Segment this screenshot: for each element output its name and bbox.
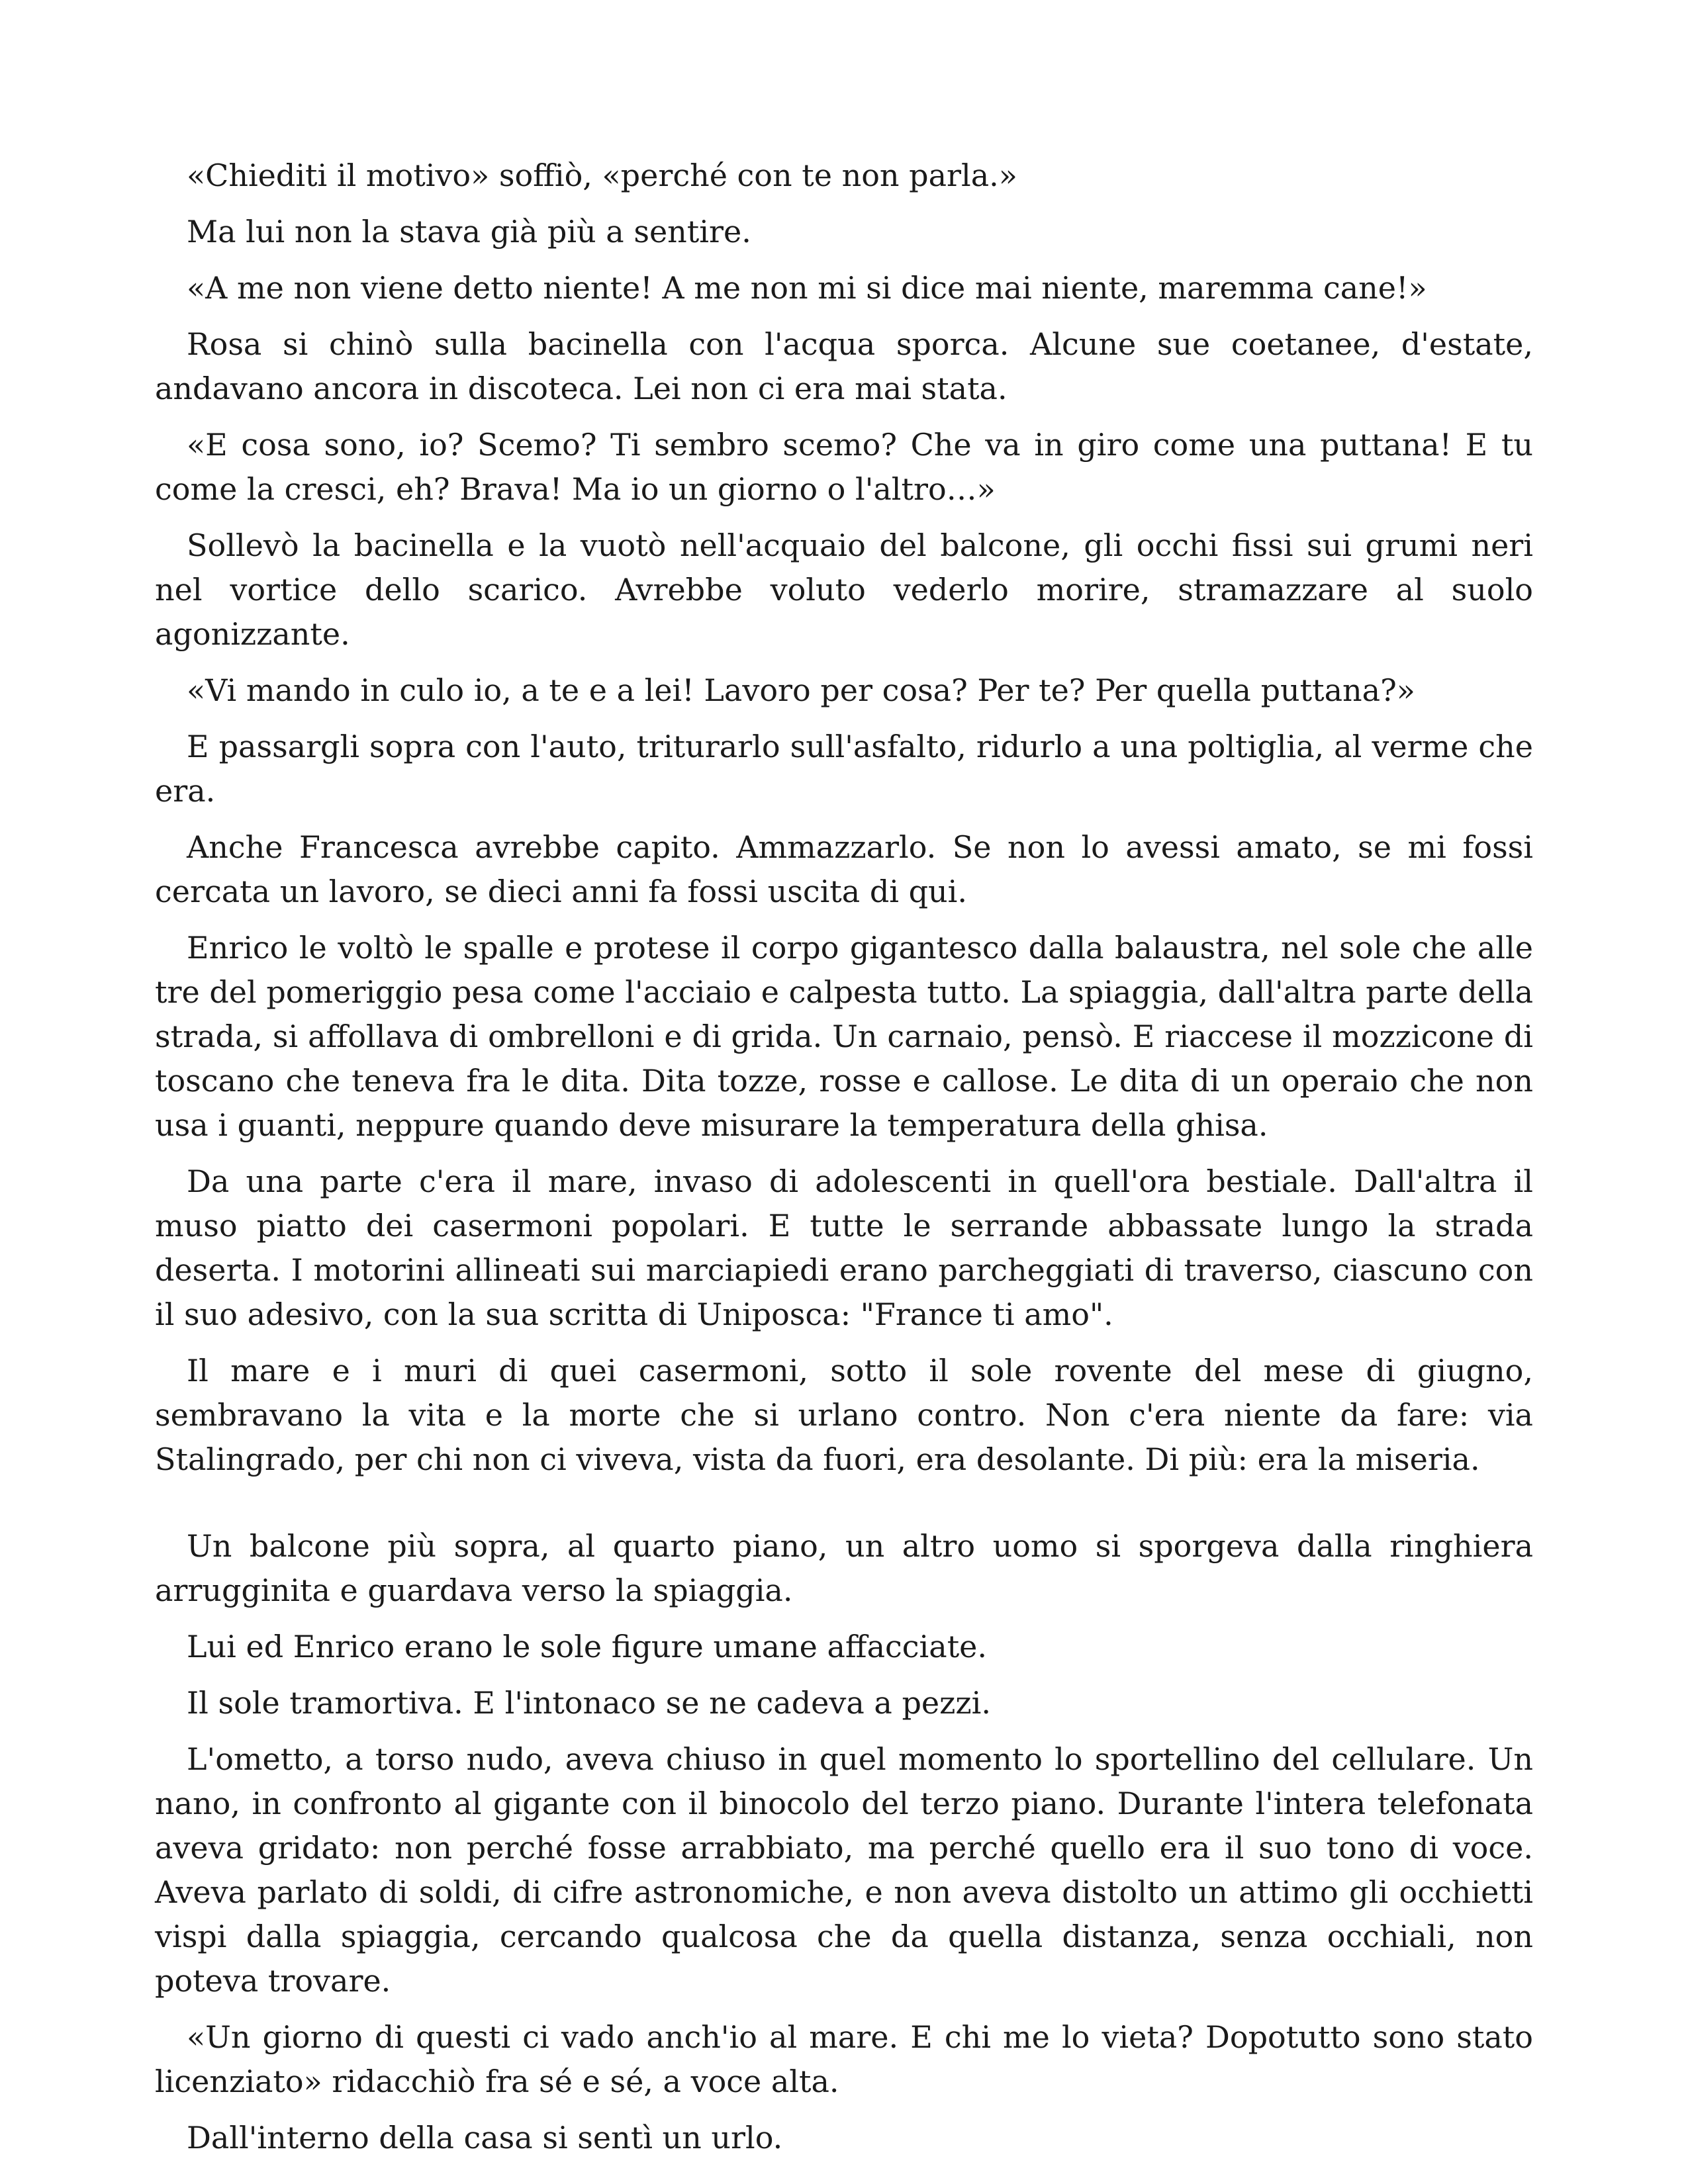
paragraph: Il sole tramortiva. E l'intonaco se ne cadeva a pezzi. (187, 1685, 991, 1721)
paragraph: Da una parte c'era il mare, invaso di adolescenti in quell'ora bestiale. Dall'altra il muso piatto dei casermoni popolari. E tutte le serrande abbassate lungo la strada deserta. I motorini allineati sui marciapiedi erano parcheggiati di traverso, ciascuno con il suo adesivo, con la sua scritta di Uniposca: "France ti amo". (155, 1163, 1533, 1332)
paragraph: Rosa si chinò sulla bacinella con l'acqua sporca. Alcune sue coetanee, d'estate, andavano ancora in discoteca. Lei non ci era mai stata. (155, 326, 1533, 406)
paragraph: «Un giorno di questi ci vado anch'io al mare. E chi me lo vieta? Dopotutto sono stato licenziato» ridacchiò fra sé e sé, a voce alta. (155, 2019, 1533, 2099)
paragraph: L'ometto, a torso nudo, aveva chiuso in quel momento lo sportellino del cellulare. Un nano, in confronto al gigante con il binocolo del terzo piano. Durante l'intera telefonata aveva gridato: non perché fosse arrabbiato, ma perché quello era il suo tono di voce. Aveva parlato di soldi, di cifre astronomiche, e non aveva distolto un attimo gli occhietti vispi dalla spiaggia, cercando qualcosa che da quella distanza, senza occhiali, non poteva trovare. (155, 1741, 1533, 1999)
paragraph: Lui ed Enrico erano le sole figure umane affacciate. (187, 1629, 988, 1664)
section-break (155, 1494, 1533, 1524)
paragraph: Un balcone più sopra, al quarto piano, un altro uomo si sporgeva dalla ringhiera arrugginita e guardava verso la spiaggia. (155, 1528, 1533, 1608)
paragraph: Sollevò la bacinella e la vuotò nell'acquaio del balcone, gli occhi fissi sui grumi neri nel vortice dello scarico. Avrebbe voluto vederlo morire, stramazzare al suolo agonizzante. (155, 527, 1533, 652)
paragraph: «A me non viene detto niente! A me non mi si dice mai niente, maremma cane!» (187, 270, 1427, 306)
paragraph: «Vi mando in culo io, a te e a lei! Lavoro per cosa? Per te? Per quella puttana?» (187, 672, 1415, 708)
paragraph: Il mare e i muri di quei casermoni, sotto il sole rovente del mese di giugno, sembravano la vita e la morte che si urlano contro. Non c'era niente da fare: via Stalingrado, per chi non ci viveva, vista da fuori, era desolante. Di più: era la miseria. (155, 1353, 1533, 1477)
paragraph: Dall'interno della casa si sentì un urlo. (187, 2120, 783, 2156)
paragraph: Ma lui non la stava già più a sentire. (187, 214, 751, 250)
paragraph: «E cosa sono, io? Scemo? Ti sembro scemo? Che va in giro come una puttana! E tu come la cresci, eh? Brava! Ma io un giorno o l'altro…» (155, 427, 1533, 507)
paragraph: Enrico le voltò le spalle e protese il corpo gigantesco dalla balaustra, nel sole che alle tre del pomeriggio pesa come l'acciaio e calpesta tutto. La spiaggia, dall'altra parte della strada, si affollava di ombrelloni e di grida. Un carnaio, pensò. E riaccese il mozzicone di toscano che teneva fra le dita. Dita tozze, rosse e callose. Le dita di un operaio che non usa i guanti, neppure quando deve misurare la temperatura della ghisa. (155, 930, 1533, 1143)
paragraph: «Chiediti il motivo» soffiò, «perché con te non parla.» (187, 158, 1017, 193)
paragraph: Anche Francesca avrebbe capito. Ammazzarlo. Se non lo avessi amato, se mi fossi cercata un lavoro, se dieci anni fa fossi uscita di qui. (155, 829, 1533, 909)
page-body (155, 154, 1533, 2172)
paragraph: E passargli sopra con l'auto, triturarlo sull'asfalto, ridurlo a una poltiglia, al verme che era. (155, 729, 1533, 809)
